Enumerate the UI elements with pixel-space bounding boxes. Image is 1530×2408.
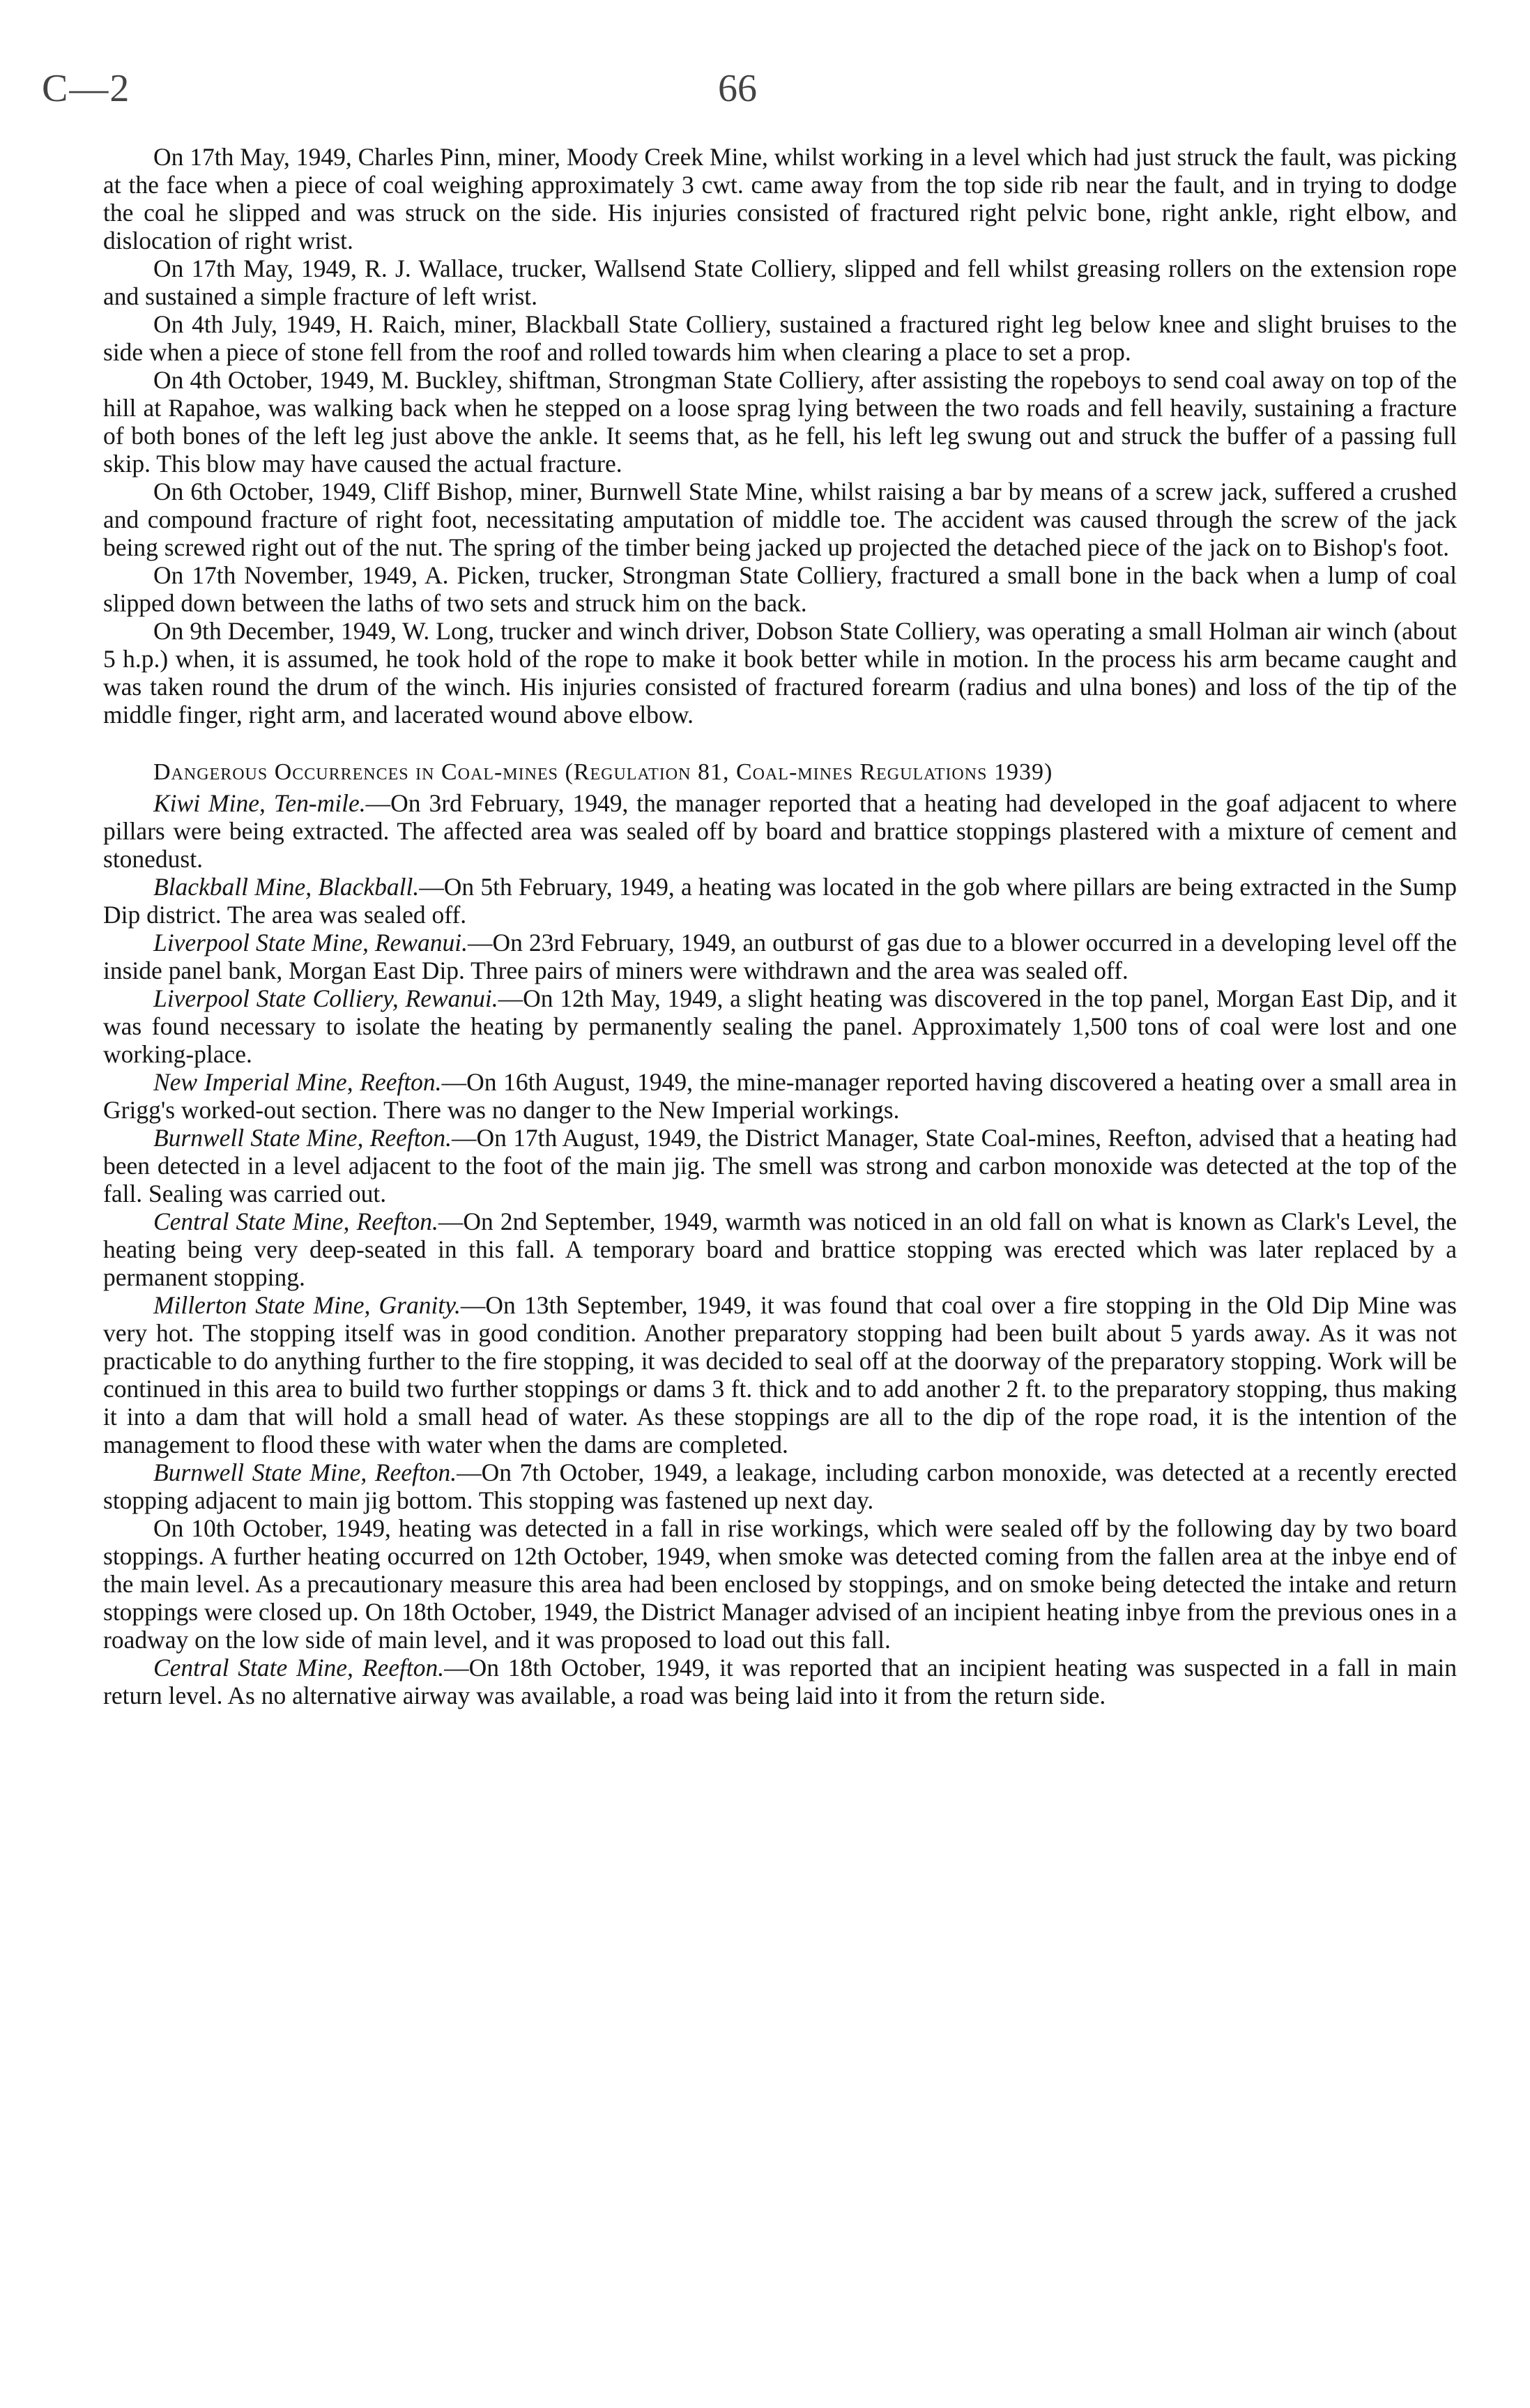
occurrence-place: Central State Mine, Reefton.: [153, 1207, 438, 1235]
occurrence-paragraph: [103, 873, 1457, 929]
accident-paragraph: On 4th October, 1949, M. Buckley, shiftman, Strongman State Colliery, after assisting the ropeboys to send coal away on top of the hill at Rapahoe, was walking back when he stepped on a loose sprag lying between the two roads and fell heavily, sustaining a fracture of both bones of the left leg just above the ankle. It seems that, as he fell, his left leg swung out and struck the buffer of a passing full skip. This blow may have caused the actual fracture.: [103, 366, 1457, 478]
accident-paragraph: On 4th July, 1949, H. Raich, miner, Blackball State Colliery, sustained a fractured right leg below knee and slight bruises to the side when a piece of stone fell from the roof and rolled towards him when clearing a place to set a prop.: [103, 310, 1457, 366]
occurrence-place: Millerton State Mine, Granity.: [153, 1291, 461, 1319]
occurrence-place: Central State Mine, Reefton.: [153, 1654, 445, 1682]
occurrence-text: —On 12th May, 1949, a slight heating was discovered in the top panel, Morgan East Dip, and it was found necessary to isolate the heating by permanently sealing the panel. Approximately 1,500 tons of coal were lost and one working-place.: [103, 984, 1457, 1068]
occurrence-paragraph: [103, 1124, 1457, 1207]
occurrence-paragraph: [103, 1068, 1457, 1124]
section-heading: Dangerous Occurrences in Coal-mines (Regulation 81, Coal-mines Regulations 1939): [153, 759, 1053, 785]
occurrence-place: Liverpool State Mine, Rewanui.: [153, 929, 468, 957]
occurrence-text: On 10th October, 1949, heating was detected in a fall in rise workings, which were sealed off by the following day by two board stoppings. A further heating occurred on 12th October, 1949, when smoke was detected coming from the fallen area at the inbye end of the main level. As a precautionary measure this area had been enclosed by stoppings, and on smoke being detected the intake and return stoppings were closed up. On 18th October, 1949, the District Manager advised of an incipient heating inbye from the previous ones in a roadway on the low side of main level, and it was proposed to load out this fall.: [103, 1514, 1457, 1654]
occurrence-text: —On 7th October, 1949, a leakage, including carbon monoxide, was detected at a recently erected stopping adjacent to main jig bottom. This stopping was fastened up next day.: [103, 1458, 1457, 1514]
occurrence-place: Blackball Mine, Blackball.: [153, 873, 420, 901]
occurrence-place: Burnwell State Mine, Reefton.: [153, 1458, 457, 1486]
occurrence-place: Kiwi Mine, Ten-mile.: [153, 789, 366, 817]
occurrence-paragraph: [103, 1458, 1457, 1514]
occurrence-place: Liverpool State Colliery, Rewanui.: [153, 984, 498, 1012]
accident-paragraph: On 6th October, 1949, Cliff Bishop, miner, Burnwell State Mine, whilst raising a bar by means of a screw jack, suffered a crushed and compound fracture of right foot, necessitating amputation of middle toe. The accident was caused through the screw of the jack being screwed right out of the nut. The spring of the timber being jacked up projected the detached piece of the jack on to Bishop's foot.: [103, 478, 1457, 561]
occurrence-text: —On 17th August, 1949, the District Manager, State Coal-mines, Reefton, advised that a heating had been detected in a level adjacent to the foot of the main jig. The smell was strong and carbon monoxide was detected at the top of the fall. Sealing was carried out.: [103, 1124, 1457, 1207]
occurrence-paragraph: [103, 984, 1457, 1068]
occurrence-paragraph: [103, 1207, 1457, 1291]
occurrence-paragraph: [103, 1514, 1457, 1654]
accident-paragraph: On 9th December, 1949, W. Long, trucker and winch driver, Dobson State Colliery, was operating a small Holman air winch (about 5 h.p.) when, it is assumed, he took hold of the rope to make it book better while in motion. In the process his arm became caught and was taken round the drum of the winch. His injuries consisted of fractured forearm (radius and ulna bones) and loss of the tip of the middle finger, right arm, and lacerated wound above elbow.: [103, 617, 1457, 729]
occurrence-paragraph: [103, 789, 1457, 873]
occurrence-paragraph: [103, 929, 1457, 984]
accident-paragraph: On 17th May, 1949, R. J. Wallace, trucker, Wallsend State Colliery, slipped and fell whilst greasing rollers on the extension rope and sustained a simple fracture of left wrist.: [103, 254, 1457, 310]
accident-paragraph: On 17th May, 1949, Charles Pinn, miner, Moody Creek Mine, whilst working in a level which had just struck the fault, was picking at the face when a piece of coal weighing approximately 3 cwt. came away from the top side rib near the fault, and in trying to dodge the coal he slipped and was struck on the side. His injuries consisted of fractured right pelvic bone, right ankle, right elbow, and dislocation of right wrist.: [103, 143, 1457, 254]
occurrence-text: —On 16th August, 1949, the mine-manager reported having discovered a heating over a small area in Grigg's worked-out section. There was no danger to the New Imperial workings.: [103, 1068, 1457, 1124]
occurrence-paragraph: [103, 1291, 1457, 1458]
occurrence-text: —On 13th September, 1949, it was found that coal over a fire stopping in the Old Dip Mine was very hot. The stopping itself was in good condition. Another preparatory stopping had been built about 5 yards away. As it was not practicable to do anything further to the fire stopping, it was decided to seal off at the doorway of the preparatory stopping. Work will be continued in this area to build two further stoppings or dams 3 ft. thick and to add another 2 ft. to the preparatory stopping, thus making it into a dam that will hold a small head of water. As these stoppings are all to the dip of the rope road, it is the intention of the management to flood these with water when the dams are completed.: [103, 1291, 1457, 1458]
occurrence-text: —On 5th February, 1949, a heating was located in the gob where pillars are being extracted in the Sump Dip district. The area was sealed off.: [103, 873, 1457, 929]
occurrence-text: —On 23rd February, 1949, an outburst of gas due to a blower occurred in a developing level off the inside panel bank, Morgan East Dip. Three pairs of miners were withdrawn and the area was sealed off.: [103, 929, 1457, 984]
occurrence-place: New Imperial Mine, Reefton.: [153, 1068, 442, 1096]
body-text: [103, 143, 1457, 1709]
accident-paragraph: On 17th November, 1949, A. Picken, trucker, Strongman State Colliery, fractured a small bone in the back when a lump of coal slipped down between the laths of two sets and struck him on the back.: [103, 561, 1457, 617]
occurrence-place: Burnwell State Mine, Reefton.: [153, 1124, 452, 1152]
page-id: C—2: [42, 67, 131, 110]
occurrence-text: —On 18th October, 1949, it was reported that an incipient heating was suspected in a fall in main return level. As no alternative airway was available, a road was being laid into it from the return side.: [103, 1654, 1457, 1709]
occurrence-paragraph: [103, 1654, 1457, 1709]
page-number: 66: [718, 67, 757, 110]
occurrence-text: —On 3rd February, 1949, the manager reported that a heating had developed in the goaf adjacent to where pillars were being extracted. The affected area was sealed off by board and brattice stoppings plastered with a mixture of cement and stonedust.: [103, 789, 1457, 873]
occurrence-text: —On 2nd September, 1949, warmth was noticed in an old fall on what is known as Clark's Level, the heating being very deep-seated in this fall. A temporary board and brattice stopping was erected which was later replaced by a permanent stopping.: [103, 1207, 1458, 1291]
